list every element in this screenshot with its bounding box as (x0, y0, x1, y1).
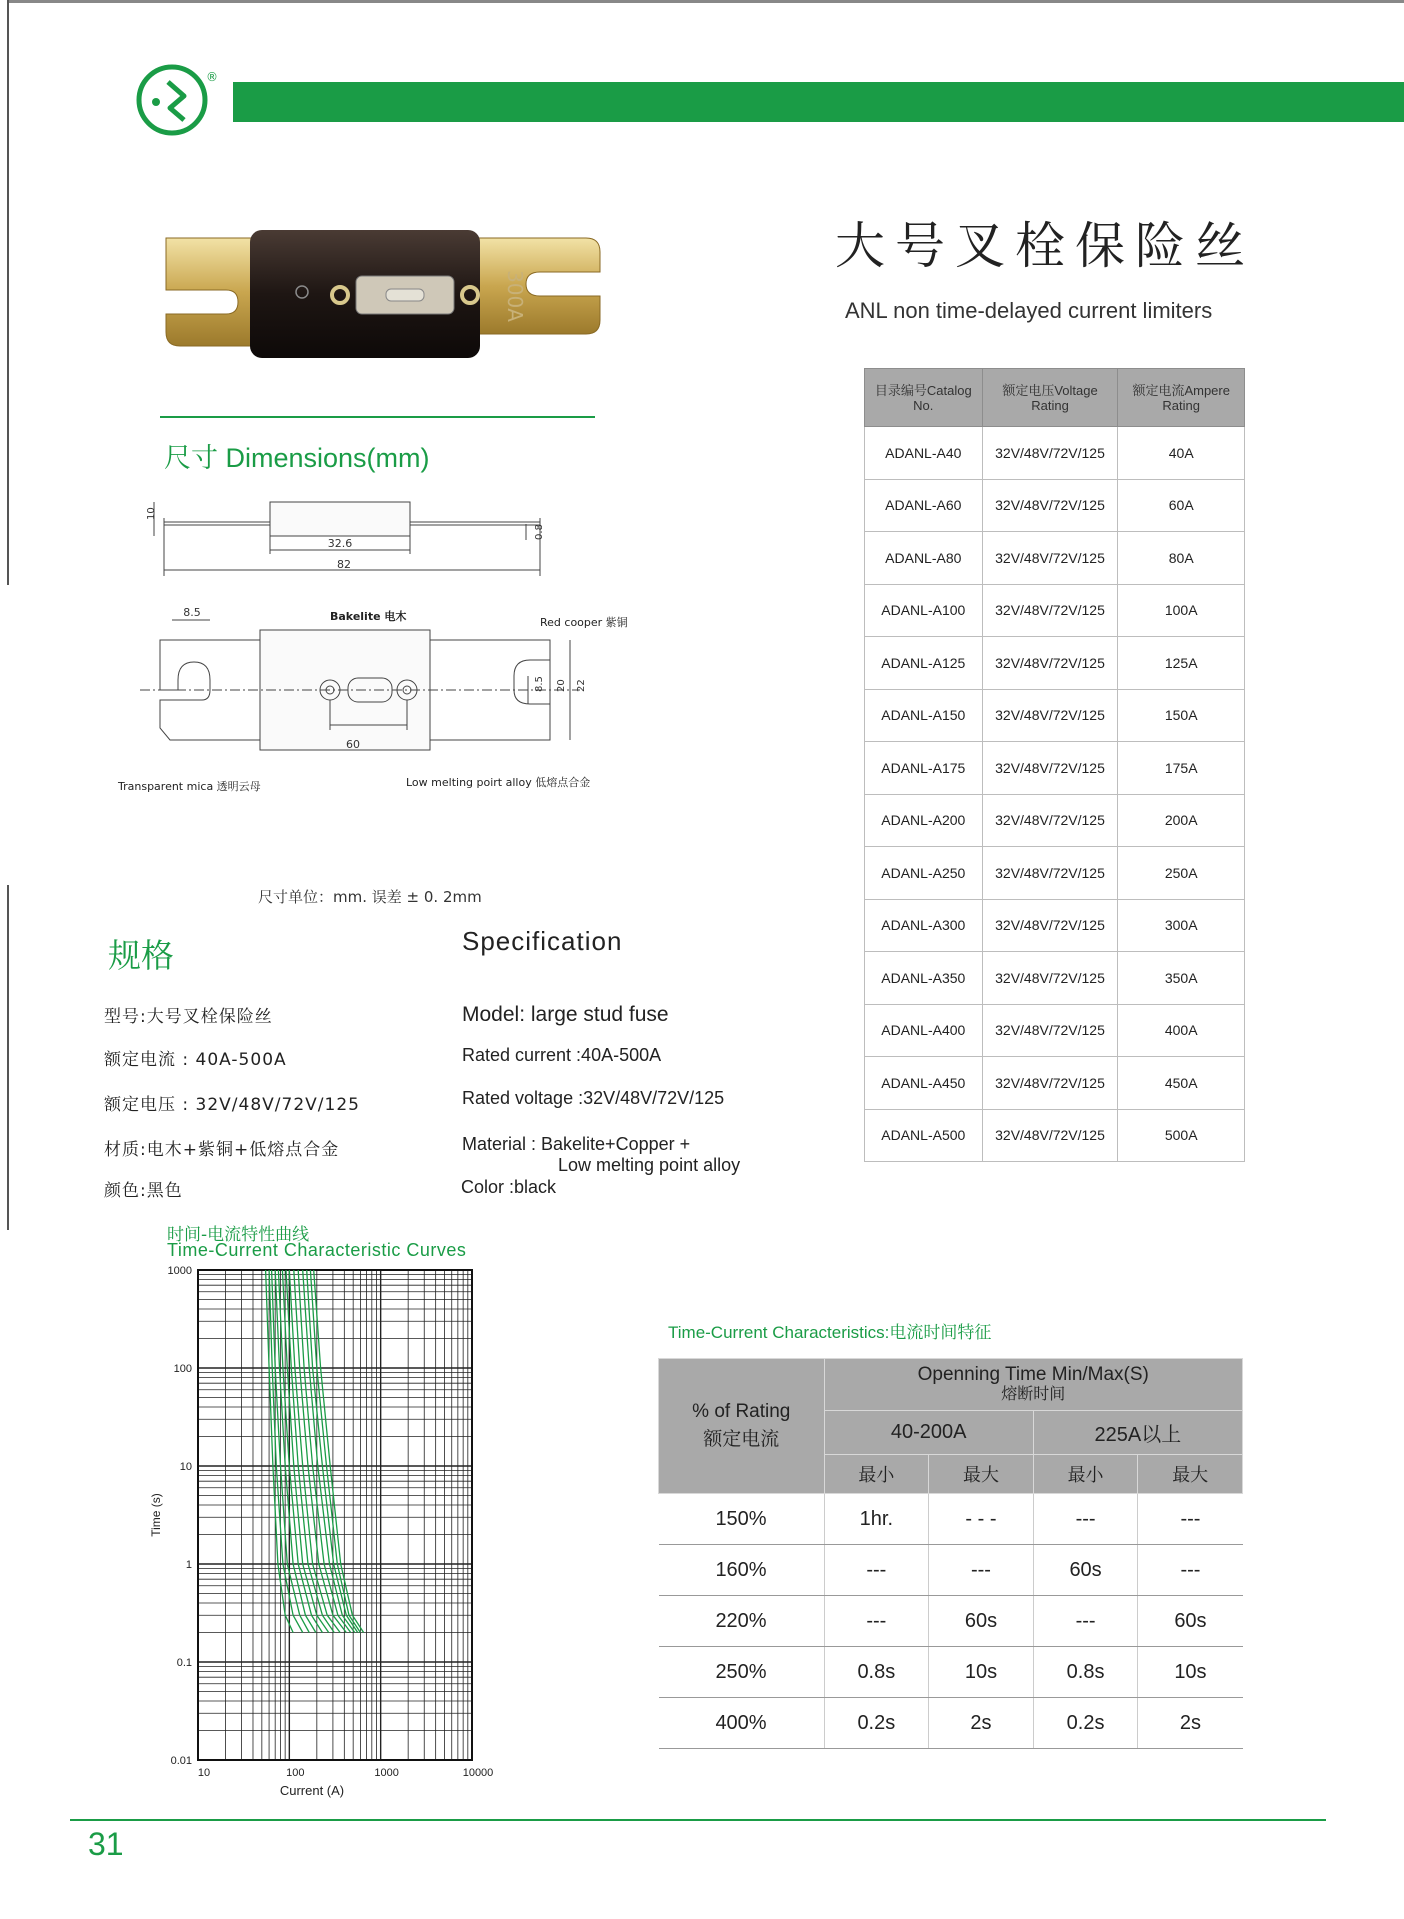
tc-head-time-en: Openning Time Min/Max(S) (917, 1363, 1149, 1385)
catalog-voltage: 32V/48V/72V/125 (982, 899, 1118, 952)
registered-mark: ® (206, 70, 218, 84)
catalog-ampere: 500A (1118, 1109, 1245, 1162)
catalog-no: ADANL-A40 (865, 427, 983, 480)
y-tick-label: 10 (179, 1461, 192, 1473)
catalog-voltage: 32V/48V/72V/125 (982, 794, 1118, 847)
dimension-unit-note: 尺寸单位：mm. 误差 ± 0. 2mm (258, 888, 482, 906)
x-tick-label: 10000 (462, 1767, 494, 1779)
spec-material-en: Material : Bakelite+Copper + (462, 1134, 691, 1154)
catalog-voltage: 32V/48V/72V/125 (982, 479, 1118, 532)
catalog-ampere: 450A (1118, 1057, 1245, 1110)
table-row (865, 742, 1245, 795)
tc-head-rating (659, 1359, 825, 1494)
tc-rating: 400% (659, 1698, 825, 1749)
tc-cell: 1hr. (824, 1494, 929, 1545)
catalog-ampere: 300A (1118, 899, 1245, 952)
table-row (659, 1698, 1243, 1749)
catalog-no: ADANL-A80 (865, 532, 983, 585)
tc-cell: --- (824, 1596, 929, 1647)
tc-head-min-1: 最小 (824, 1455, 929, 1494)
catalog-voltage: 32V/48V/72V/125 (982, 1057, 1118, 1110)
table-row (865, 899, 1245, 952)
x-axis-label: Current (A) (279, 1783, 345, 1798)
tc-cell: 60s (1138, 1596, 1243, 1647)
y-tick-label: 0.1 (176, 1657, 192, 1669)
catalog-header-voltage: 额定电压Voltage Rating (982, 369, 1118, 427)
spec-title-cn: 规格 (108, 936, 174, 975)
catalog-no: ADANL-A150 (865, 689, 983, 742)
x-tick-label: 100 (286, 1767, 305, 1779)
table-row (865, 689, 1245, 742)
tc-cell: --- (929, 1545, 1034, 1596)
table-row (865, 847, 1245, 900)
label-red-copper: Red cooper 紫铜 (540, 616, 628, 629)
catalog-voltage: 32V/48V/72V/125 (982, 1004, 1118, 1057)
y-tick-label: 1000 (167, 1265, 192, 1277)
spec-color-cn: 颜色:黑色 (104, 1181, 183, 1201)
dim-60: 60 (346, 738, 360, 751)
catalog-no: ADANL-A200 (865, 794, 983, 847)
catalog-ampere: 200A (1118, 794, 1245, 847)
y-axis-label: Time (s) (149, 1493, 163, 1537)
spec-current-en: Rated current :40A-500A (462, 1045, 662, 1065)
spec-title-en: Specification (462, 926, 623, 956)
product-title-cn: 大号叉栓保险丝 (835, 217, 1255, 275)
tc-cell: 0.2s (824, 1698, 929, 1749)
dim-82: 82 (337, 558, 351, 571)
table-row (659, 1494, 1243, 1545)
table-row (865, 1004, 1245, 1057)
catalog-no: ADANL-A500 (865, 1109, 983, 1162)
catalog-ampere: 80A (1118, 532, 1245, 585)
table-row (865, 479, 1245, 532)
catalog-no: ADANL-A60 (865, 479, 983, 532)
tc-table-title: Time-Current Characteristics:电流时间特征 (668, 1323, 992, 1342)
catalog-header-no: 目录编号Catalog No. (865, 369, 983, 427)
tc-cell: 10s (929, 1647, 1034, 1698)
catalog-ampere: 400A (1118, 1004, 1245, 1057)
table-row (865, 1109, 1245, 1162)
catalog-voltage: 32V/48V/72V/125 (982, 427, 1118, 480)
tc-head-min-2: 最小 (1033, 1455, 1138, 1494)
y-tick-labels (168, 1265, 192, 1767)
catalog-voltage: 32V/48V/72V/125 (982, 742, 1118, 795)
table-row (865, 1057, 1245, 1110)
y-tick-label: 1 (185, 1559, 192, 1571)
catalog-no: ADANL-A300 (865, 899, 983, 952)
catalog-voltage: 32V/48V/72V/125 (982, 1109, 1118, 1162)
chart-curves (266, 1270, 364, 1633)
table-row (865, 427, 1245, 480)
tc-cell: --- (1033, 1596, 1138, 1647)
tc-cell: 2s (929, 1698, 1034, 1749)
dimensions-title: 尺寸 Dimensions(mm) (164, 443, 430, 473)
catalog-voltage: 32V/48V/72V/125 (982, 584, 1118, 637)
top-view-drawing (110, 600, 650, 800)
tc-cell: --- (824, 1545, 929, 1596)
tc-cell: - - - (929, 1494, 1034, 1545)
table-row (865, 637, 1245, 690)
spec-material-cn: 材质:电木+紫铜+低熔点合金 (104, 1140, 340, 1160)
catalog-ampere: 150A (1118, 689, 1245, 742)
tc-cell: 0.2s (1033, 1698, 1138, 1749)
tc-head-time (824, 1359, 1242, 1411)
time-current-table (658, 1358, 1243, 1749)
product-marking: 300A (503, 270, 527, 322)
tc-cell: --- (1138, 1494, 1243, 1545)
table-row (659, 1647, 1243, 1698)
page-number: 31 (88, 1826, 124, 1862)
dim-0-8: 0.8 (534, 524, 545, 540)
spec-model-en: Model: large stud fuse (462, 1003, 669, 1026)
catalog-ampere: 350A (1118, 952, 1245, 1005)
catalog-ampere: 100A (1118, 584, 1245, 637)
dim-32-6: 32.6 (327, 537, 353, 550)
table-row (865, 532, 1245, 585)
table-row (659, 1545, 1243, 1596)
dim-inner-8-5: 8.5 (534, 676, 545, 692)
catalog-no: ADANL-A250 (865, 847, 983, 900)
catalog-voltage: 32V/48V/72V/125 (982, 532, 1118, 585)
tc-cell: --- (1138, 1545, 1243, 1596)
catalog-no: ADANL-A450 (865, 1057, 983, 1110)
tc-head-max-1: 最大 (929, 1455, 1034, 1494)
curves-title-en: Time-Current Characteristic Curves (167, 1240, 467, 1260)
tc-cell: 60s (1033, 1545, 1138, 1596)
x-tick-label: 10 (197, 1767, 211, 1779)
tc-head-rating-en: % of Rating (692, 1401, 791, 1422)
catalog-ampere: 40A (1118, 427, 1245, 480)
header-green-bar (233, 82, 1404, 122)
tc-cell: 0.8s (1033, 1647, 1138, 1698)
left-border (7, 0, 9, 585)
dimensions-rule (160, 416, 595, 418)
dim-8-5: 8.5 (183, 606, 201, 619)
tc-rating: 160% (659, 1545, 825, 1596)
catalog-no: ADANL-A350 (865, 952, 983, 1005)
catalog-no: ADANL-A175 (865, 742, 983, 795)
brand-logo (134, 62, 210, 138)
left-border-lower (7, 885, 9, 1230)
spec-color-en: Color :black (461, 1177, 557, 1197)
tc-head-range-2: 225A以上 (1033, 1411, 1242, 1455)
catalog-header-ampere: 额定电流Ampere Rating (1118, 369, 1245, 427)
x-tick-label: 1000 (374, 1767, 399, 1779)
spec-material-en-2: Low melting point alloy (558, 1155, 741, 1175)
tc-cell: 0.8s (824, 1647, 929, 1698)
catalog-no: ADANL-A125 (865, 637, 983, 690)
tc-cell: 60s (929, 1596, 1034, 1647)
catalog-ampere: 125A (1118, 637, 1245, 690)
catalog-voltage: 32V/48V/72V/125 (982, 847, 1118, 900)
tc-head-max-2: 最大 (1138, 1455, 1243, 1494)
tc-cell: --- (1033, 1494, 1138, 1545)
tc-head-rating-cn: 额定电流 (703, 1429, 780, 1450)
tc-head-range-1: 40-200A (824, 1411, 1033, 1455)
spec-current-cn: 额定电流 : 40A-500A (104, 1050, 287, 1070)
side-view-drawing (140, 490, 560, 580)
product-photo (140, 190, 610, 380)
table-row (865, 794, 1245, 847)
label-mica: Transparent mica 透明云母 (118, 780, 261, 793)
label-alloy: Low melting poirt alloy 低熔点合金 (406, 776, 591, 789)
dim-20: 20 (556, 679, 567, 692)
catalog-voltage: 32V/48V/72V/125 (982, 689, 1118, 742)
time-current-chart (140, 1260, 520, 1800)
y-tick-label: 100 (173, 1363, 192, 1375)
dim-10: 10 (146, 507, 157, 520)
spec-voltage-en: Rated voltage :32V/48V/72V/125 (462, 1088, 725, 1108)
label-bakelite: Bakelite 电木 (330, 610, 407, 623)
footer-rule (70, 1819, 1326, 1821)
table-row (865, 584, 1245, 637)
table-row (659, 1596, 1243, 1647)
catalog-voltage: 32V/48V/72V/125 (982, 637, 1118, 690)
catalog-no: ADANL-A100 (865, 584, 983, 637)
product-title-en: ANL non time-delayed current limiters (845, 298, 1213, 323)
catalog-no: ADANL-A400 (865, 1004, 983, 1057)
catalog-ampere: 250A (1118, 847, 1245, 900)
catalog-voltage: 32V/48V/72V/125 (982, 952, 1118, 1005)
tc-cell: 10s (1138, 1647, 1243, 1698)
catalog-table (864, 368, 1245, 1162)
x-tick-labels (198, 1767, 493, 1779)
spec-voltage-cn: 额定电压 : 32V/48V/72V/125 (104, 1095, 360, 1115)
catalog-ampere: 175A (1118, 742, 1245, 795)
tc-rating: 250% (659, 1647, 825, 1698)
spec-model-cn: 型号:大号叉栓保险丝 (104, 1007, 273, 1027)
y-tick-label: 0.01 (170, 1755, 192, 1767)
tc-cell: 2s (1138, 1698, 1243, 1749)
catalog-ampere: 60A (1118, 479, 1245, 532)
tc-rating: 150% (659, 1494, 825, 1545)
tc-head-time-cn: 熔断时间 (1001, 1385, 1066, 1403)
curves-title-cn: 时间-电流特性曲线 (167, 1225, 310, 1245)
table-row (865, 952, 1245, 1005)
top-border (8, 0, 1404, 3)
tc-rating: 220% (659, 1596, 825, 1647)
dim-22: 22 (576, 679, 587, 692)
